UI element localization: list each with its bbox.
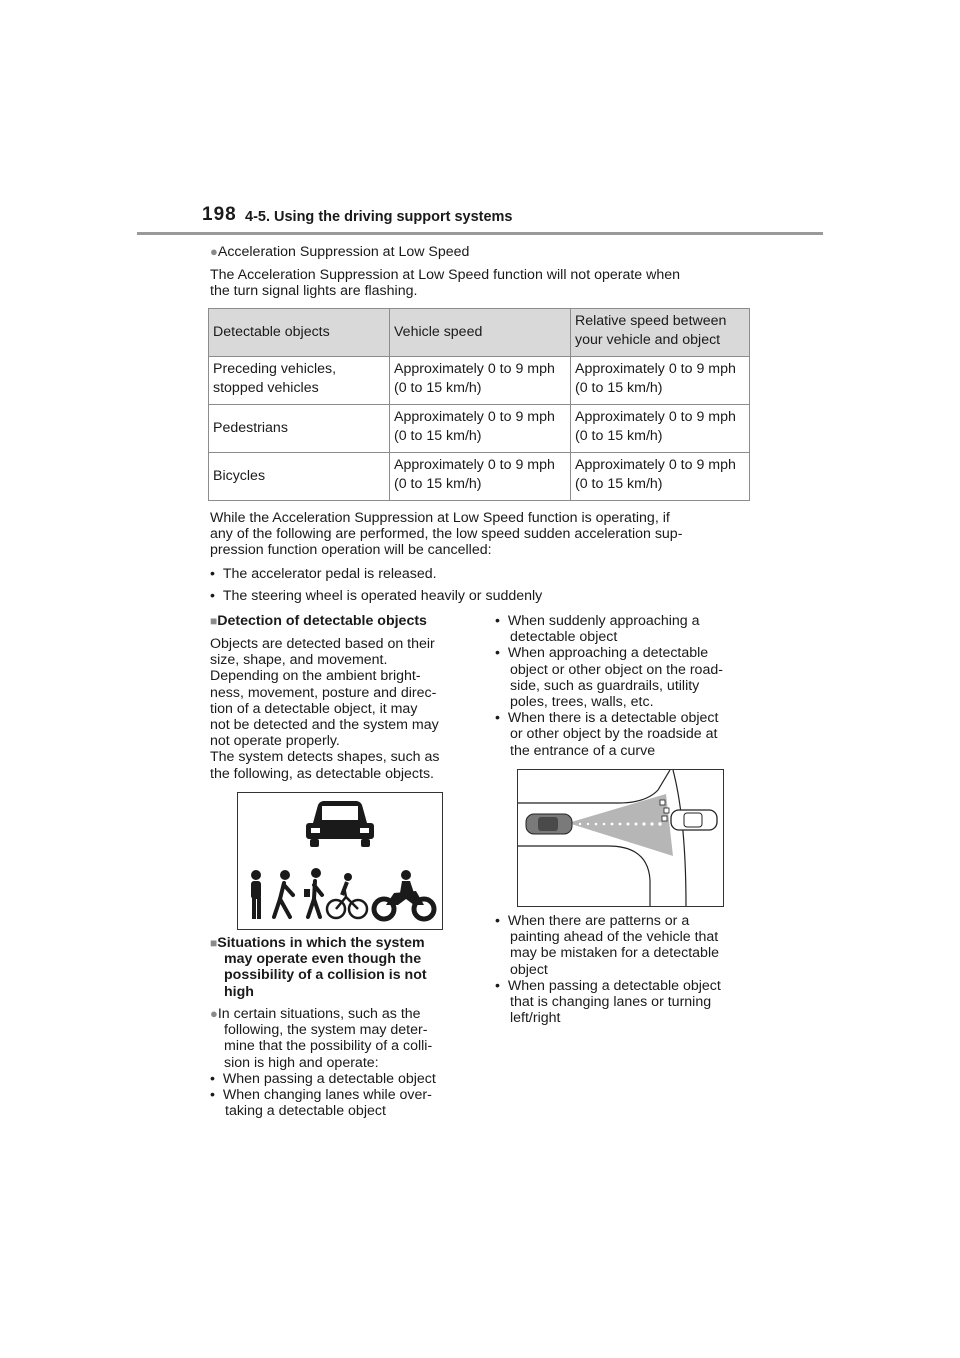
detection-paragraph	[210, 636, 472, 782]
intro-line: the turn signal lights are flashing.	[210, 283, 418, 300]
detection-line: size, shape, and movement.	[210, 652, 388, 669]
situations-heading-line: may operate even though the	[224, 951, 422, 968]
page-number: 198	[202, 204, 237, 225]
situations-line: mine that the possibility of a colli-	[224, 1038, 433, 1055]
cancel-conditions-list	[210, 566, 542, 604]
table-cell: Approximately 0 to 9 mph (0 to 15 km/h)	[390, 453, 571, 501]
list-item: • When suddenly approaching a	[495, 613, 700, 629]
road-edge-line	[518, 770, 670, 803]
walking-pedestrian-icon	[274, 870, 293, 917]
after-table-line: any of the following are performed, the low speed sudden acceleration sup-	[210, 526, 683, 543]
detection-line: ness, movement, posture and direc-	[210, 684, 437, 701]
list-item	[210, 566, 542, 582]
table-cell: Approximately 0 to 9 mph (0 to 15 km/h)	[390, 357, 571, 405]
dot-bullet: •	[495, 913, 500, 929]
detection-line: not be detected and the system may	[210, 717, 439, 734]
intro-paragraph	[210, 267, 680, 299]
list-item: • When there is a detectable object	[495, 710, 719, 727]
list-item-continuation: detectable object	[510, 629, 618, 646]
after-table-line: pression function operation will be cancelled:	[210, 542, 492, 559]
detectable-objects-table	[208, 308, 750, 501]
list-item-text: The accelerator pedal is released.	[222, 566, 437, 582]
right-bullets-top	[495, 613, 760, 759]
dot-bullet: •	[210, 1087, 215, 1104]
detection-heading-text: Detection of detectable objects	[217, 613, 427, 629]
dot-bullet: •	[495, 645, 500, 662]
dot-bullet: •	[495, 710, 500, 727]
detection-line: The system detects shapes, such as	[210, 749, 440, 766]
table-cell: Bicycles	[209, 453, 390, 501]
circle-bullet-icon: ●	[210, 244, 218, 259]
detection-heading	[210, 613, 427, 629]
situations-line: ●In certain situations, such as the	[210, 1006, 421, 1022]
list-item-continuation: left/right	[510, 1010, 561, 1027]
header-rule	[137, 232, 823, 235]
intro-line: The Acceleration Suppression at Low Speed function will not operate when	[210, 267, 681, 283]
detection-line: tion of a detectable object, it may	[210, 700, 418, 717]
situations-line: following, the system may deter-	[224, 1022, 428, 1039]
table-cell: Approximately 0 to 9 mph (0 to 15 km/h)	[390, 405, 571, 453]
situations-paragraph	[210, 1006, 472, 1119]
detection-line: Objects are detected based on their	[210, 636, 435, 652]
list-item-continuation: taking a detectable object	[225, 1103, 386, 1120]
list-item: • When passing a detectable object	[495, 977, 721, 994]
situations-heading-line: possibility of a collision is not	[224, 967, 427, 984]
table-cell: Approximately 0 to 9 mph (0 to 15 km/h)	[571, 453, 750, 501]
list-item-continuation: object or other object on the road-	[510, 661, 723, 678]
bicycle-icon	[327, 873, 367, 918]
other-vehicle-icon	[671, 810, 717, 830]
dot-bullet: •	[210, 588, 215, 605]
situations-heading-line: ■Situations in which the system	[210, 935, 425, 951]
detection-line: not operate properly.	[210, 733, 340, 750]
table-header-cell: Relative speed between your vehicle and object	[571, 309, 750, 357]
dot-bullet: •	[210, 1070, 215, 1087]
list-item-continuation: may be mistaken for a detectable	[510, 945, 719, 962]
circle-bullet-icon: ●	[210, 1006, 218, 1021]
table-cell: Approximately 0 to 9 mph (0 to 15 km/h)	[571, 405, 750, 453]
road-edge-line	[673, 770, 686, 906]
table-row	[209, 405, 750, 453]
own-vehicle-icon	[526, 814, 572, 834]
situations-heading	[210, 935, 472, 1000]
table-header-cell: Detectable objects	[209, 309, 390, 357]
square-bullet-icon: ■	[210, 936, 218, 950]
right-bullets-bottom	[495, 913, 760, 1026]
intro-heading	[210, 244, 469, 260]
motorcycle-icon	[374, 870, 434, 919]
list-item: • When there are patterns or a	[495, 913, 690, 929]
list-item-continuation: poles, trees, walls, etc.	[510, 694, 654, 711]
section-title: 4-5. Using the driving support systems	[245, 209, 513, 225]
curve-entrance-illustration	[518, 770, 723, 906]
table-row	[209, 453, 750, 501]
after-table-paragraph	[210, 510, 682, 559]
list-item: • When changing lanes while over-	[210, 1087, 432, 1104]
walking-pedestrian-icon	[304, 868, 322, 917]
list-item-continuation: side, such as guardrails, utility	[510, 677, 700, 694]
detection-line: the following, as detectable objects.	[210, 765, 434, 782]
car-silhouette-icon	[306, 801, 374, 847]
list-item	[210, 588, 542, 604]
curve-entrance-figure	[517, 769, 724, 907]
detection-line: Depending on the ambient bright-	[210, 668, 421, 685]
dot-bullet: •	[210, 566, 215, 582]
list-item-continuation: or other object by the roadside at	[510, 726, 718, 743]
after-table-line: While the Acceleration Suppression at Low Speed function is operating, if	[210, 510, 670, 526]
road-edge-line	[518, 846, 650, 906]
dot-bullet: •	[495, 977, 500, 994]
dot-bullet: •	[495, 613, 500, 629]
list-item-continuation: that is changing lanes or turning	[510, 994, 712, 1011]
list-item: • When passing a detectable object	[210, 1070, 436, 1087]
table-cell: Pedestrians	[209, 405, 390, 453]
list-item-continuation: object	[510, 961, 548, 978]
square-bullet-icon: ■	[210, 614, 218, 628]
table-cell: Approximately 0 to 9 mph (0 to 15 km/h)	[571, 357, 750, 405]
table-header-row	[209, 309, 750, 357]
table-row	[209, 357, 750, 405]
detectable-objects-figure	[237, 792, 443, 930]
pedestrian-icon	[251, 870, 261, 919]
table-header-cell: Vehicle speed	[390, 309, 571, 357]
list-item: • When approaching a detectable	[495, 645, 709, 662]
list-item-continuation: painting ahead of the vehicle that	[510, 929, 719, 946]
table-cell: Preceding vehicles, stopped vehicles	[209, 357, 390, 405]
list-item-continuation: the entrance of a curve	[510, 742, 656, 759]
intro-heading-text: Acceleration Suppression at Low Speed	[217, 244, 470, 260]
situations-line: sion is high and operate:	[224, 1054, 379, 1071]
detectable-objects-illustration	[238, 793, 442, 929]
list-item-text: The steering wheel is operated heavily or suddenly	[222, 588, 543, 605]
situations-heading-line: high	[224, 983, 254, 1000]
